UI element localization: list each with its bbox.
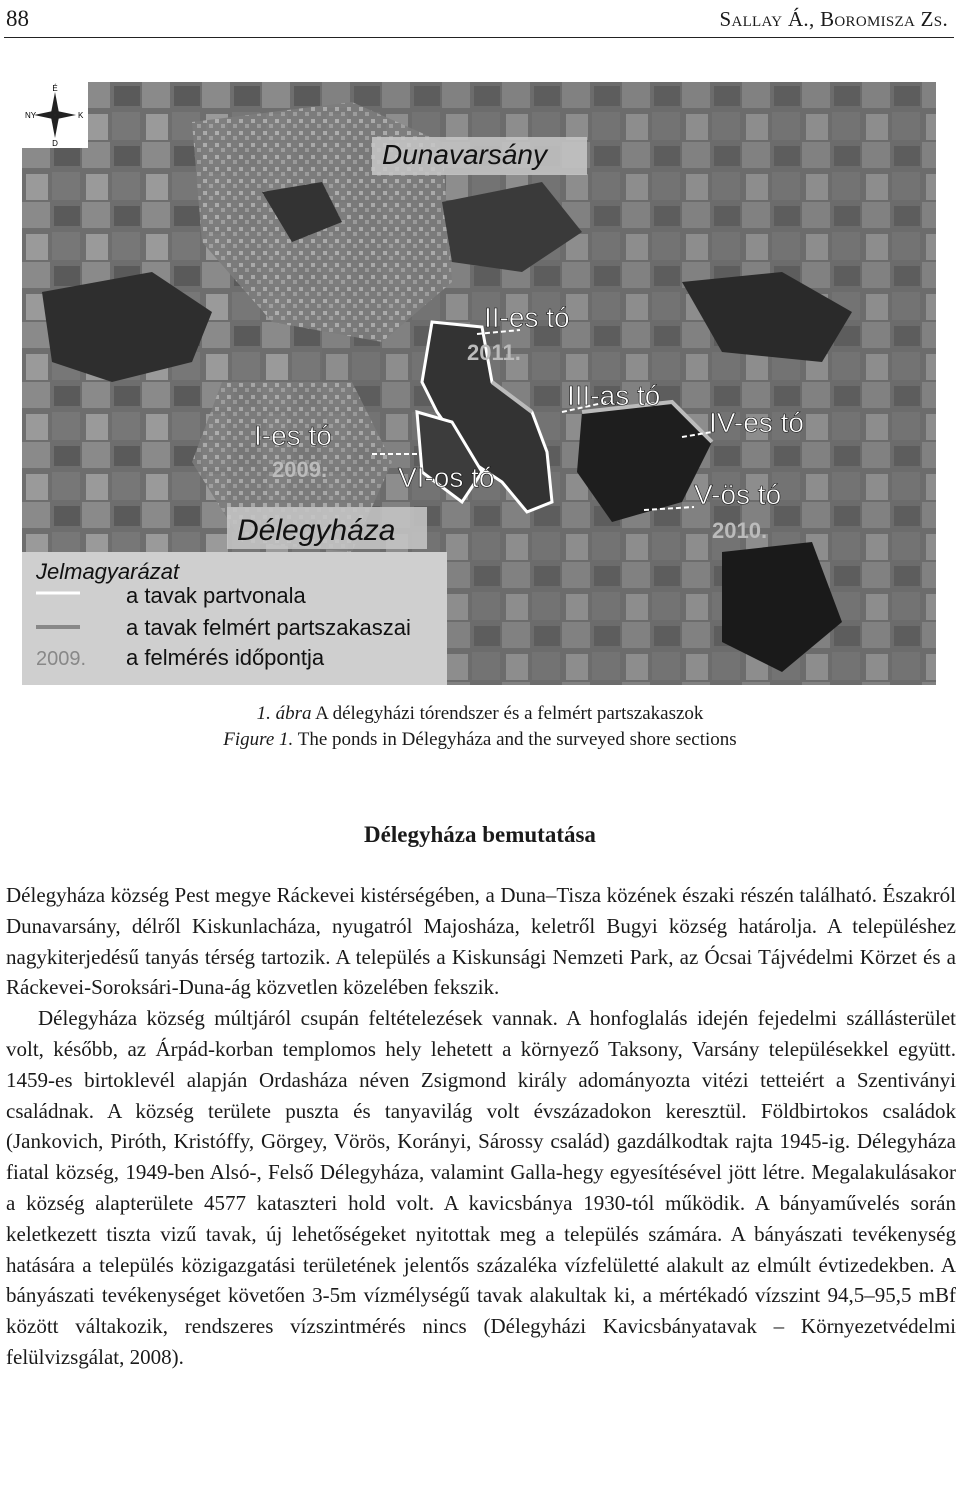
label-lake-i-year: 2009. xyxy=(272,457,328,482)
label-lake-ii: II-es tó xyxy=(484,302,570,333)
label-lake-v-year: 2010. xyxy=(712,518,768,543)
label-lake-v: V-ös tó xyxy=(694,479,782,510)
paragraph-2: Délegyháza község múltjáról csupán feltételezések vannak. A honfoglalás idején fejedelmi szállásterület volt, később, az Árpád-korban templomos hely lehetett a környező Taksony, Varsány településekkel együtt. 1459-es birtoklevél alapján Ordasháza néven Zsigmond király adományozta vitézi tetteiért a Szentiványi családnak. A község területe puszta és tanyavilág volt évszázadokon keresztül. Földbirtokos családok (Jankovich, Piróth, Kristóffy, Görgey, Vörös, Korányi, Sárossy család) gazdálkodtak rajta 1945-ig. Délegyháza fiatal község, 1949-ben Alsó-, Felső Délegyháza, valamint Galla-hegy egyesítésével jött létre. Megalakulásakor a község alapterülete 4577 kataszteri hold volt. A kavicsbánya 1930-tól működik. A bányaművelés során keletkezett tiszta vizű tavak, új lehetőségeket nyitottak meg a település számára. A bányászati tevékenység hatására a település közigazgatási területének jelentős százaléka vízfelületté alakult az elmúlt évtizedekben. A bányászati tevékenységet követően 3-5m vízmélységű tavak alakultak ki, a mértékadó vízszint 94,5–95,5 mBf között váltakozik, rendszeres vízszintmérés nincs (Délegyházi Kavicsbányatavak – Környezetvédelmi felülvizsgálat, 2008). xyxy=(6,1006,956,1369)
caption-en-lead: Figure 1. xyxy=(223,729,294,750)
compass-south-label: D xyxy=(52,139,58,148)
caption-hu-text: A délegyházi tórendszer és a felmért partszakaszok xyxy=(311,703,704,724)
paragraph-1: Délegyháza község Pest megye Ráckevei kistérségében, a Duna–Tisza közének északi részén található. Északról Dunavarsány, délről Kiskunlacháza, nyugatról Majosháza, keletről Bugyi község határolja. A településhez nagykiterjedésű tanyás térség tartozik. A település a Kiskunsági Nemzeti Park, az Ócsai Tájvédelmi Körzet és a Ráckevei-Soroksári-Duna-ág közvetlen közelében fekszik. xyxy=(6,883,956,1000)
compass-east-label: K xyxy=(78,111,84,120)
map-legend xyxy=(22,552,447,685)
header-rule xyxy=(4,37,954,38)
label-delegyhaza: Délegyháza xyxy=(237,514,396,547)
compass-west-label: NY xyxy=(25,111,37,120)
page-number: 88 xyxy=(6,6,29,31)
legend-item-shoreline: a tavak partvonala xyxy=(126,583,306,608)
caption-en-text: The ponds in Délegyháza and the surveyed shore sections xyxy=(293,729,737,750)
legend-title: Jelmagyarázat xyxy=(36,559,180,584)
label-lake-i: I-es tó xyxy=(254,420,332,451)
compass-rose-icon xyxy=(22,82,88,148)
section-body xyxy=(6,880,956,1373)
page-header xyxy=(0,0,960,40)
section-title: Délegyháza bemutatása xyxy=(364,822,596,847)
label-lake-iii: III-as tó xyxy=(567,380,661,411)
label-lake-ii-year: 2011. xyxy=(467,340,521,365)
compass-north-label: É xyxy=(52,84,58,93)
aerial-map-figure xyxy=(22,82,936,685)
figure-caption-hungarian xyxy=(0,703,960,725)
caption-hu-lead: 1. ábra xyxy=(256,703,312,724)
running-head-authors: Sallay Á., Boromisza Zs. xyxy=(719,7,948,31)
aerial-map xyxy=(22,82,936,685)
figure-caption-english xyxy=(0,729,960,751)
label-dunavarsany: Dunavarsány xyxy=(382,139,547,170)
legend-item-surveyed: a tavak felmért partszakaszai xyxy=(126,615,411,640)
label-lake-vi: VI-os tó xyxy=(398,462,495,493)
legend-year-key: 2009. xyxy=(36,648,87,670)
label-lake-iv: IV-es tó xyxy=(709,407,804,438)
legend-item-survey-date: a felmérés időpontja xyxy=(126,645,325,670)
